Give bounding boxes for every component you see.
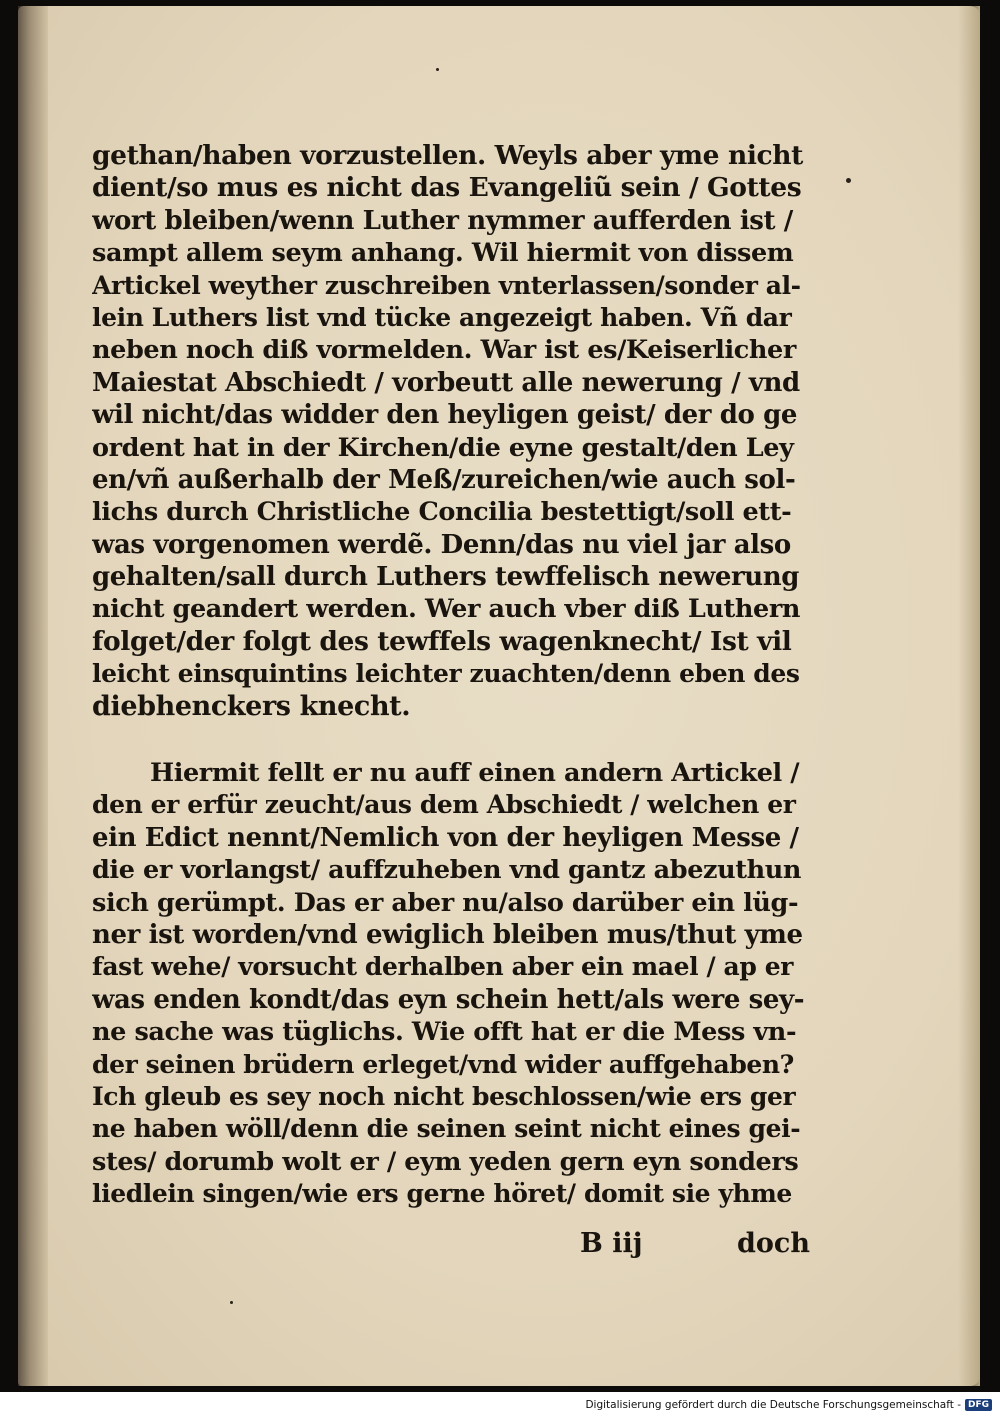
signature-mark: B iij [580,1228,643,1259]
dfg-logo: DFG [965,1399,992,1411]
text-line: nicht geandert werden. Wer auch vber diß Luthern [92,594,801,625]
paragraph-1 [92,140,804,723]
text-line: wort bleiben/wenn Luther nymmer aufferden ist / [92,205,793,236]
text-line: ne sache was tüglichs. Wie offt hat er die Mess vn- [92,1017,797,1048]
text-line: der seinen brüdern erleget/vnd wider auffgehaben? [92,1049,794,1079]
funding-credit: Digitalisierung gefördert durch die Deutsche Forschungsgemeinschaft - [585,1399,961,1411]
text-line: stes/ dorumb wolt er / eym yeden gern eyn sonders [92,1146,799,1177]
page-edge-shading [958,6,980,1386]
text-line: die er vorlangst/ auffzuheben vnd gantz abezuthun [92,855,802,886]
text-line: folget/der folgt des tewffels wagenknecht/ Ist vil [92,625,792,657]
text-line: liedlein singen/wie ers gerne höret/ domit sie yhme [92,1179,792,1209]
text-line: was vorgenomen werdẽ. Denn/das nu viel jar also [92,529,791,560]
text-line: gehalten/sall durch Luthers tewffelisch newerung [92,562,800,593]
text-line: leicht einsquintins leichter zuachten/denn eben des [92,659,800,689]
text-line: neben noch diß vormelden. War ist es/Keiserlicher [92,335,796,366]
text-line: ne haben wöll/denn die seinen seint nicht eines gei- [92,1114,801,1144]
text-line: lein Luthers list vnd tücke angezeigt haben. Vñ dar [92,302,792,332]
text-line: was enden kondt/das eyn schein hett/als were sey- [92,984,804,1015]
page-gutter-shadow [18,6,48,1386]
paragraph-spacing [92,723,804,757]
text-line: Maiestat Abschiedt / vorbeutt alle newerung / vnd [92,367,800,398]
text-line: sampt allem seym anhang. Wil hiermit von dissem [92,238,794,269]
text-line: dient/so mus es nicht das Evangeliũ sein / Gottes [92,172,802,204]
paper-speck [846,178,851,183]
text-line: wil nicht/das widder den heyligen geist/ der do ge [92,400,798,431]
text-line: Artickel weyther zuschreiben vnterlassen/sonder al- [92,270,801,300]
text-line: ordent hat in der Kirchen/die eyne gestalt/den Ley [92,432,794,463]
text-line: gethan/haben vorzustellen. Weyls aber yme nicht [92,140,803,171]
text-line: ner ist worden/vnd ewiglich bleiben mus/thut yme [92,919,803,950]
text-line: den er erfür zeucht/aus dem Abschiedt / welchen er [92,790,796,820]
text-line: sich gerümpt. Das er aber nu/also darüber ein lüg- [92,887,799,918]
paper-speck [436,68,439,71]
catchword: doch [737,1228,810,1259]
digitization-footer [0,1392,1000,1418]
text-line: Hiermit fellt er nu auff einen andern Artickel / [150,758,800,789]
text-line: Ich gleub es sey noch nicht beschlossen/wie ers ger [92,1081,796,1111]
text-line: diebhenckers knecht. [92,690,411,722]
text-line: en/vñ außerhalb der Meß/zureichen/wie auch sol- [92,464,796,495]
paper-speck [230,1301,233,1304]
text-line: ein Edict nennt/Nemlich von der heyligen Messe / [92,822,799,853]
text-line: fast wehe/ vorsucht derhalben aber ein mael / ap er [92,952,793,982]
text-line: lichs durch Christliche Concilia bestettigt/soll ett- [92,497,792,528]
paragraph-2 [92,757,804,1210]
page-foot-marks [580,1228,810,1259]
body-text [92,140,804,1211]
